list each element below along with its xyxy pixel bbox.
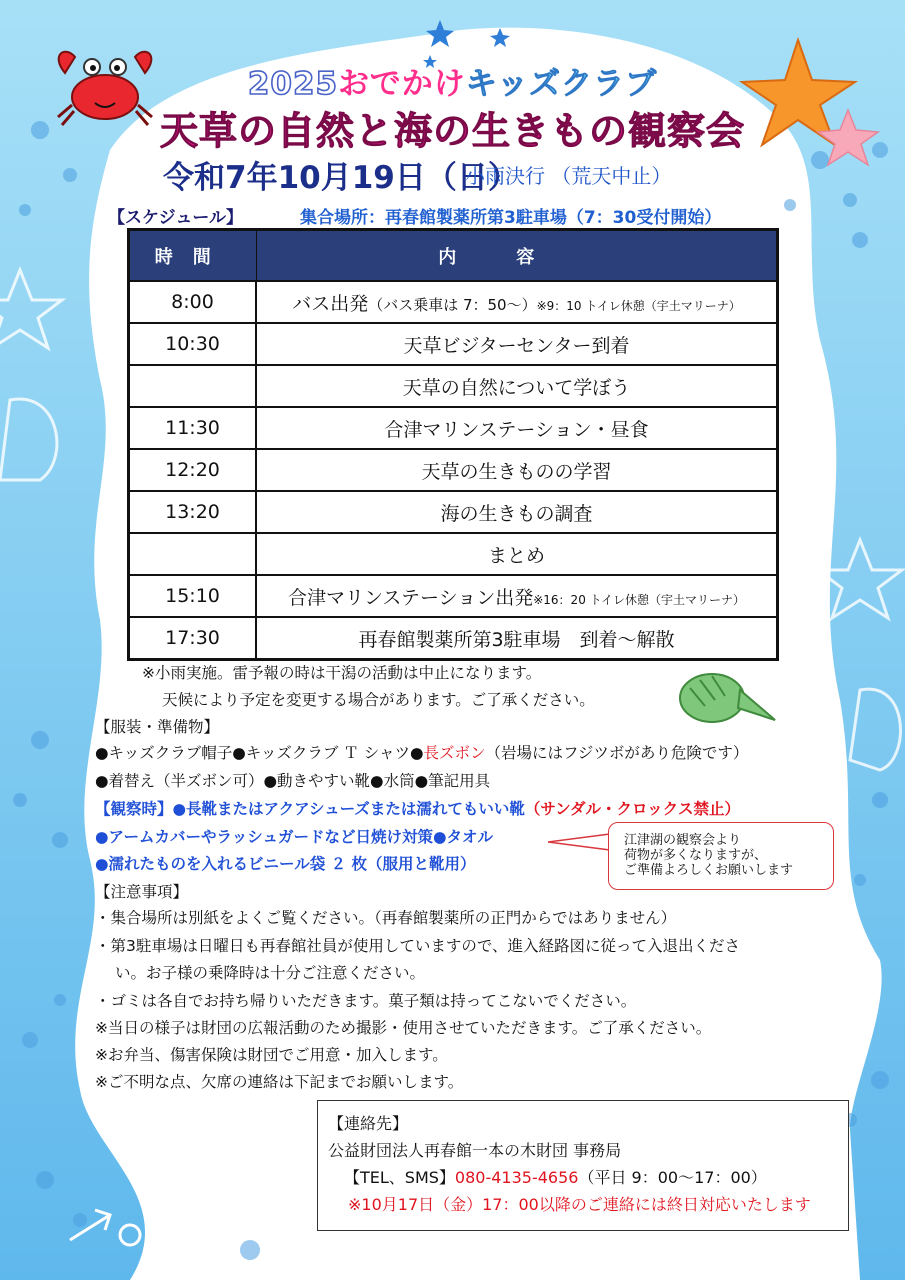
row-time xyxy=(129,365,257,407)
row-content: まとめ xyxy=(256,533,778,575)
caution-item: ・第3駐車場は日曜日も再春館社員が使用していますので、進入経路図に従って入退出くださ xyxy=(95,937,741,955)
club-title xyxy=(0,58,905,103)
equipment-items: ●キッズクラブ帽子●キッズクラブ Ｔ シャツ● xyxy=(95,744,424,762)
contact-box xyxy=(317,1100,849,1231)
table-row xyxy=(129,575,778,617)
row-content: 天草の生きものの学習 xyxy=(256,449,778,491)
table-row xyxy=(129,407,778,449)
row-content-sub: （バス乗車は 7：50～） xyxy=(368,295,537,314)
row-content xyxy=(256,575,778,617)
row-content xyxy=(256,281,778,323)
callout-line: 江津湖の観察会より xyxy=(624,833,742,848)
caution-item: ※当日の様子は財団の広報活動のため撮影・使用させていただきます。ご了承ください。 xyxy=(95,1019,712,1037)
observation-label: 【観察時】 xyxy=(95,800,173,818)
equipment-line-2: ●着替え（半ズボン可）●動きやすい靴●水筒●筆記用具 xyxy=(95,772,491,790)
row-time: 11:30 xyxy=(129,407,257,449)
schedule-note-change: 天候により予定を変更する場合があります。ご了承ください。 xyxy=(162,691,595,709)
row-content: 合津マリンステーション・昼食 xyxy=(256,407,778,449)
table-row xyxy=(129,491,778,533)
caution-item: ・集合場所は別紙をよくご覧ください。（再春館製薬所の正門からではありません） xyxy=(95,909,677,927)
row-time: 8:00 xyxy=(129,281,257,323)
equipment-line-4: ●アームカバーやラッシュガードなど日焼け対策●タオル xyxy=(95,828,493,846)
event-date: 令和7年10月19日（日） xyxy=(163,160,519,196)
row-time: 17:30 xyxy=(129,617,257,660)
row-content: 再春館製薬所第3駐車場 到着～解散 xyxy=(256,617,778,660)
row-time: 13:20 xyxy=(129,491,257,533)
caution-item: ・ゴミは各自でお持ち帰りいただきます。菓子類は持ってこないでください。 xyxy=(95,992,637,1010)
contact-phone-line xyxy=(344,1165,767,1188)
phone-number[interactable]: 080-4135-4656 xyxy=(454,1168,579,1187)
caution-item: ※ご不明な点、欠席の連絡は下記までお願いします。 xyxy=(95,1073,464,1091)
callout-line: ご準備よろしくお願いします xyxy=(624,863,794,878)
contact-heading: 【連絡先】 xyxy=(328,1114,409,1133)
row-time: 15:10 xyxy=(129,575,257,617)
equipment-heading: 【服装・準備物】 xyxy=(95,718,220,736)
meeting-place: 集合場所：再春館製薬所第3駐車場（7：30受付開始） xyxy=(300,208,722,228)
sandals-prohibited: （サンダル・クロックス禁止） xyxy=(524,800,741,818)
row-time xyxy=(129,533,257,575)
callout-box xyxy=(608,822,834,890)
equipment-line-1 xyxy=(95,741,748,763)
title-kids-club: キッズクラブ xyxy=(465,66,658,102)
table-row xyxy=(129,281,778,323)
phone-label: 【TEL、SMS】 xyxy=(344,1168,455,1187)
row-content-main: バス出発 xyxy=(292,292,369,315)
title-odekake: おでかけ xyxy=(338,66,466,102)
column-header-content: 内容 xyxy=(256,230,778,282)
row-content-note: ※9：10 トイレ休憩（宇土マリーナ） xyxy=(536,298,741,313)
row-time: 12:20 xyxy=(129,449,257,491)
table-row xyxy=(129,533,778,575)
row-content: 海の生きもの調査 xyxy=(256,491,778,533)
schedule-note-rain: ※小雨実施。雷予報の時は干潟の活動は中止になります。 xyxy=(142,664,542,682)
long-pants-highlight: 長ズボン xyxy=(423,744,486,762)
row-content: 天草の自然について学ぼう xyxy=(256,365,778,407)
table-row xyxy=(129,617,778,660)
page-title: 天草の自然と海の生きもの観察会 xyxy=(159,109,745,153)
title-year: 2025 xyxy=(247,66,339,102)
table-row xyxy=(129,365,778,407)
caution-item: ※お弁当、傷害保険は財団でご用意・加入します。 xyxy=(95,1046,448,1064)
schedule-table xyxy=(127,228,779,661)
contact-notice: ※10月17日（金）17：00以降のご連絡には終日対応いたします xyxy=(348,1195,811,1214)
table-row xyxy=(129,323,778,365)
long-pants-reason: （岩場にはフジツボがあり危険です） xyxy=(485,744,749,762)
row-content: 天草ビジターセンター到着 xyxy=(256,323,778,365)
column-header-time: 時間 xyxy=(129,230,257,282)
caution-item: い。お子様の乗降時は十分ご注意ください。 xyxy=(115,964,426,982)
schedule-label: 【スケジュール】 xyxy=(108,208,243,228)
row-content-note: ※16：20 トイレ休憩（宇土マリーナ） xyxy=(533,592,746,607)
row-time: 10:30 xyxy=(129,323,257,365)
observation-shoes: ●長靴またはアクアシューズまたは濡れてもいい靴 xyxy=(172,800,525,818)
office-hours: （平日 9：00～17：00） xyxy=(578,1168,767,1187)
row-content-main: 合津マリンステーション出発 xyxy=(287,586,534,609)
table-row xyxy=(129,449,778,491)
callout-line: 荷物が多くなりますが、 xyxy=(624,848,768,863)
equipment-line-5: ●濡れたものを入れるビニール袋 ２ 枚（服用と靴用） xyxy=(95,855,476,873)
schedule-header-row xyxy=(129,230,778,282)
contact-organization: 公益財団法人再春館一本の木財団 事務局 xyxy=(328,1141,622,1160)
cautions-heading: 【注意事項】 xyxy=(95,883,189,901)
observation-line xyxy=(95,797,740,819)
callout-pointer xyxy=(548,832,612,854)
weather-policy: 小雨決行 （荒天中止） xyxy=(465,164,672,188)
